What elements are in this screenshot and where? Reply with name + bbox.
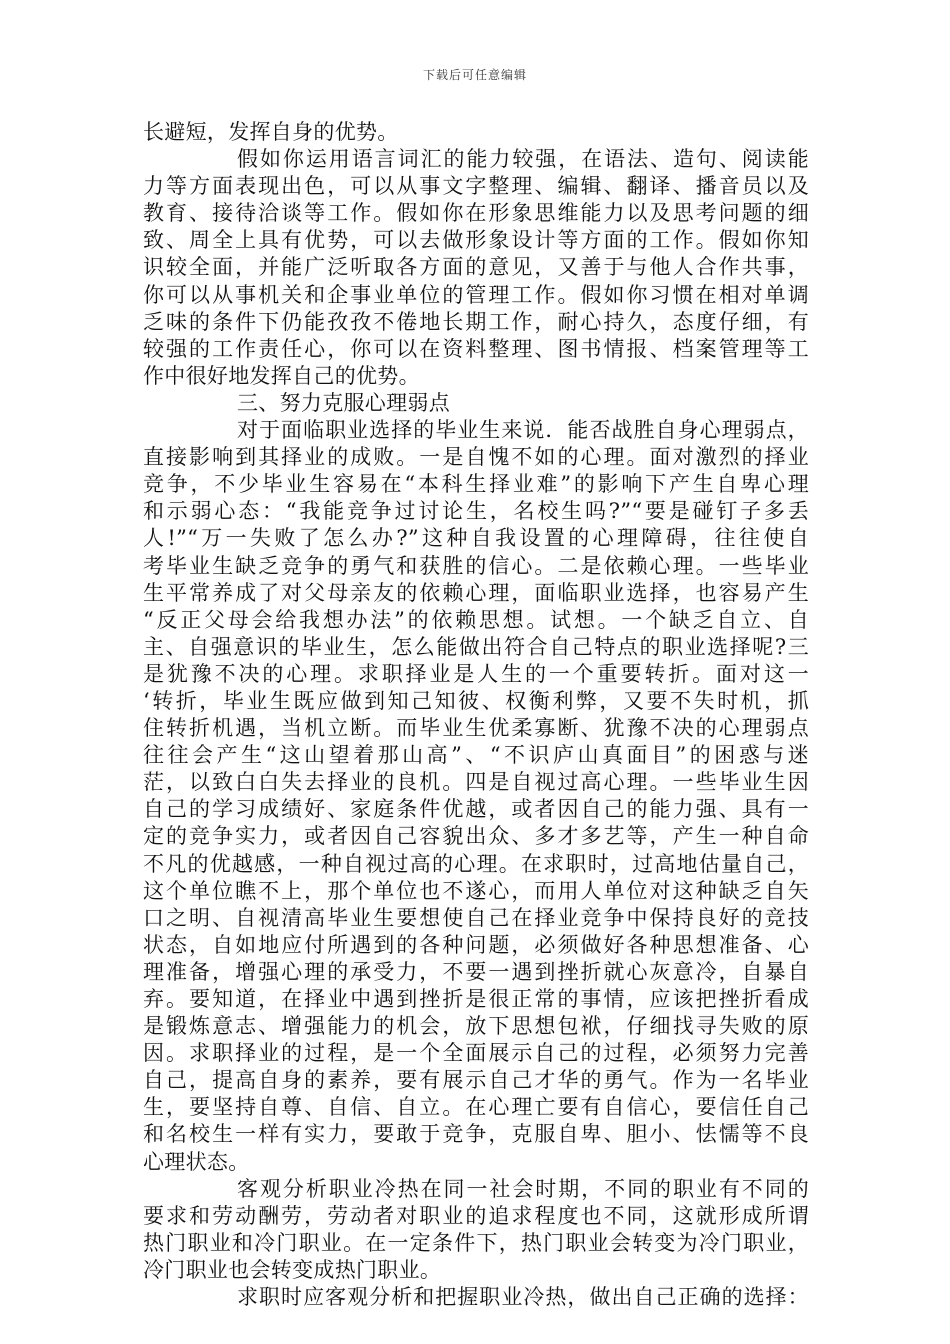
text-line: 冷门职业也会转变成热门职业。 xyxy=(143,1257,442,1282)
text-line: 作中很好地发挥自己的优势。 xyxy=(143,363,420,388)
text-line: 考毕业生缺乏竞争的勇气和获胜的信心。二是依赖心理。一些毕业 xyxy=(143,553,809,578)
text-line: 住转折机遇，当机立断。而毕业生优柔寡断、犹豫不决的心理弱点 xyxy=(143,716,809,741)
text-line: 主、自强意识的毕业生，怎么能做出符合自己特点的职业选择呢?三 xyxy=(143,634,809,659)
document-body xyxy=(143,119,809,1311)
text-line: 乏味的条件下仍能孜孜不倦地长期工作，耐心持久，态度仔细，有 xyxy=(143,309,809,334)
text-line: ‘转折，毕业生既应做到知己知彼、权衡利弊，又要不失时机，抓 xyxy=(143,688,809,713)
text-line: 对于面临职业选择的毕业生来说．能否战胜自身心理弱点， xyxy=(237,418,809,443)
text-line: 人!”“万一失败了怎么办?”这种自我设置的心理障碍，往往使自 xyxy=(143,526,809,551)
text-line: 理准备，增强心理的承受力，不要一遇到挫折就心灰意冷，自暴自 xyxy=(143,959,809,984)
text-line: 客观分析职业冷热在同一社会时期，不同的职业有不同的 xyxy=(237,1176,809,1201)
text-line: 求职时应客观分析和把握职业冷热，做出自己正确的选择： xyxy=(237,1285,809,1310)
text-line: 因。求职择业的过程，是一个全面展示自己的过程，必须努力完善 xyxy=(143,1041,809,1066)
text-line: 较强的工作责任心，你可以在资料整理、图书情报、档案管理等工 xyxy=(143,336,809,361)
text-line: 生，要坚持自尊、自信、自立。在心理亡要有自信心，要信任自己 xyxy=(143,1095,809,1120)
text-line: “反正父母会给我想办法”的依赖思想。试想。一个缺乏自立、自 xyxy=(143,607,809,632)
text-line: 生平常养成了对父母亲友的依赖心理，面临职业选择，也容易产生 xyxy=(143,580,809,605)
text-line: 要求和劳动酬劳，劳动者对职业的追求程度也不同，这就形成所谓 xyxy=(143,1203,809,1228)
page-header: 下载后可任意编辑 xyxy=(422,68,527,82)
text-line: 力等方面表现出色，可以从事文字整理、编辑、翻译、播音员以及 xyxy=(143,174,809,199)
text-line: 识较全面，并能广泛听取各方面的意见，又善于与他人合作共事， xyxy=(143,255,809,280)
text-line: 自己，提高自身的素养，要有展示自己才华的勇气。作为一名毕业 xyxy=(143,1068,809,1093)
text-line: 定的竞争实力，或者因自己容貌出众、多才多艺等，产生一种自命 xyxy=(143,824,809,849)
text-line: 长避短，发挥自身的优势。 xyxy=(143,120,399,144)
text-line: 往往会产生“这山望着那山高”、“不识庐山真面目”的困惑与迷 xyxy=(143,743,809,768)
text-line: 直接影响到其择业的成败。一是自愧不如的心理。面对激烈的择业 xyxy=(143,445,809,470)
text-line: 不凡的优越感，一种自视过高的心理。在求职时，过高地估量自己， xyxy=(143,851,809,876)
text-line: 竞争，不少毕业生容易在“本科生择业难”的影响下产生自卑心理 xyxy=(143,472,809,497)
text-line: 教育、接待洽谈等工作。假如你在形象思维能力以及思考问题的细 xyxy=(143,201,809,226)
text-line: 自己的学习成绩好、家庭条件优越，或者因自己的能力强、具有一 xyxy=(143,797,809,822)
text-line: 这个单位瞧不上，那个单位也不遂心，而用人单位对这种缺乏自矢 xyxy=(143,878,809,903)
text-line: 是犹豫不决的心理。求职择业是人生的一个重要转折。面对这一 xyxy=(143,661,809,686)
text-line: 茫，以致白白失去择业的良机。四是自视过高心理。一些毕业生因 xyxy=(143,770,809,795)
text-line: 是锻炼意志、增强能力的机会，放下思想包袱，仔细找寻失败的原 xyxy=(143,1014,809,1039)
text-line: 致、周全上具有优势，可以去做形象设计等方面的工作。假如你知 xyxy=(143,228,809,253)
text-line: 假如你运用语言词汇的能力较强，在语法、造句、阅读能 xyxy=(237,147,809,172)
text-line: 和示弱心态：“我能竞争过讨论生，名校生吗?”“要是碰钉子多丢 xyxy=(143,499,809,524)
text-line: 和名校生一样有实力，要敢于竞争，克服自卑、胆小、怯懦等不良 xyxy=(143,1122,809,1147)
text-line: 弃。要知道，在择业中遇到挫折是很正常的事情，应该把挫折看成 xyxy=(143,987,809,1011)
section-heading: 三、努力克服心理弱点 xyxy=(237,390,450,415)
text-line: 状态，自如地应付所遇到的各种问题，必须做好各种思想准备、心 xyxy=(143,932,809,957)
text-line: 口之明、自视清高毕业生要想使自己在择业竞争中保持良好的竞技 xyxy=(143,905,809,930)
text-line: 心理状态。 xyxy=(143,1149,250,1174)
text-line: 你可以从事机关和企事业单位的管理工作。假如你习惯在相对单调 xyxy=(143,282,809,307)
text-line: 热门职业和冷门职业。在一定条件下，热门职业会转变为冷门职业， xyxy=(143,1230,809,1255)
